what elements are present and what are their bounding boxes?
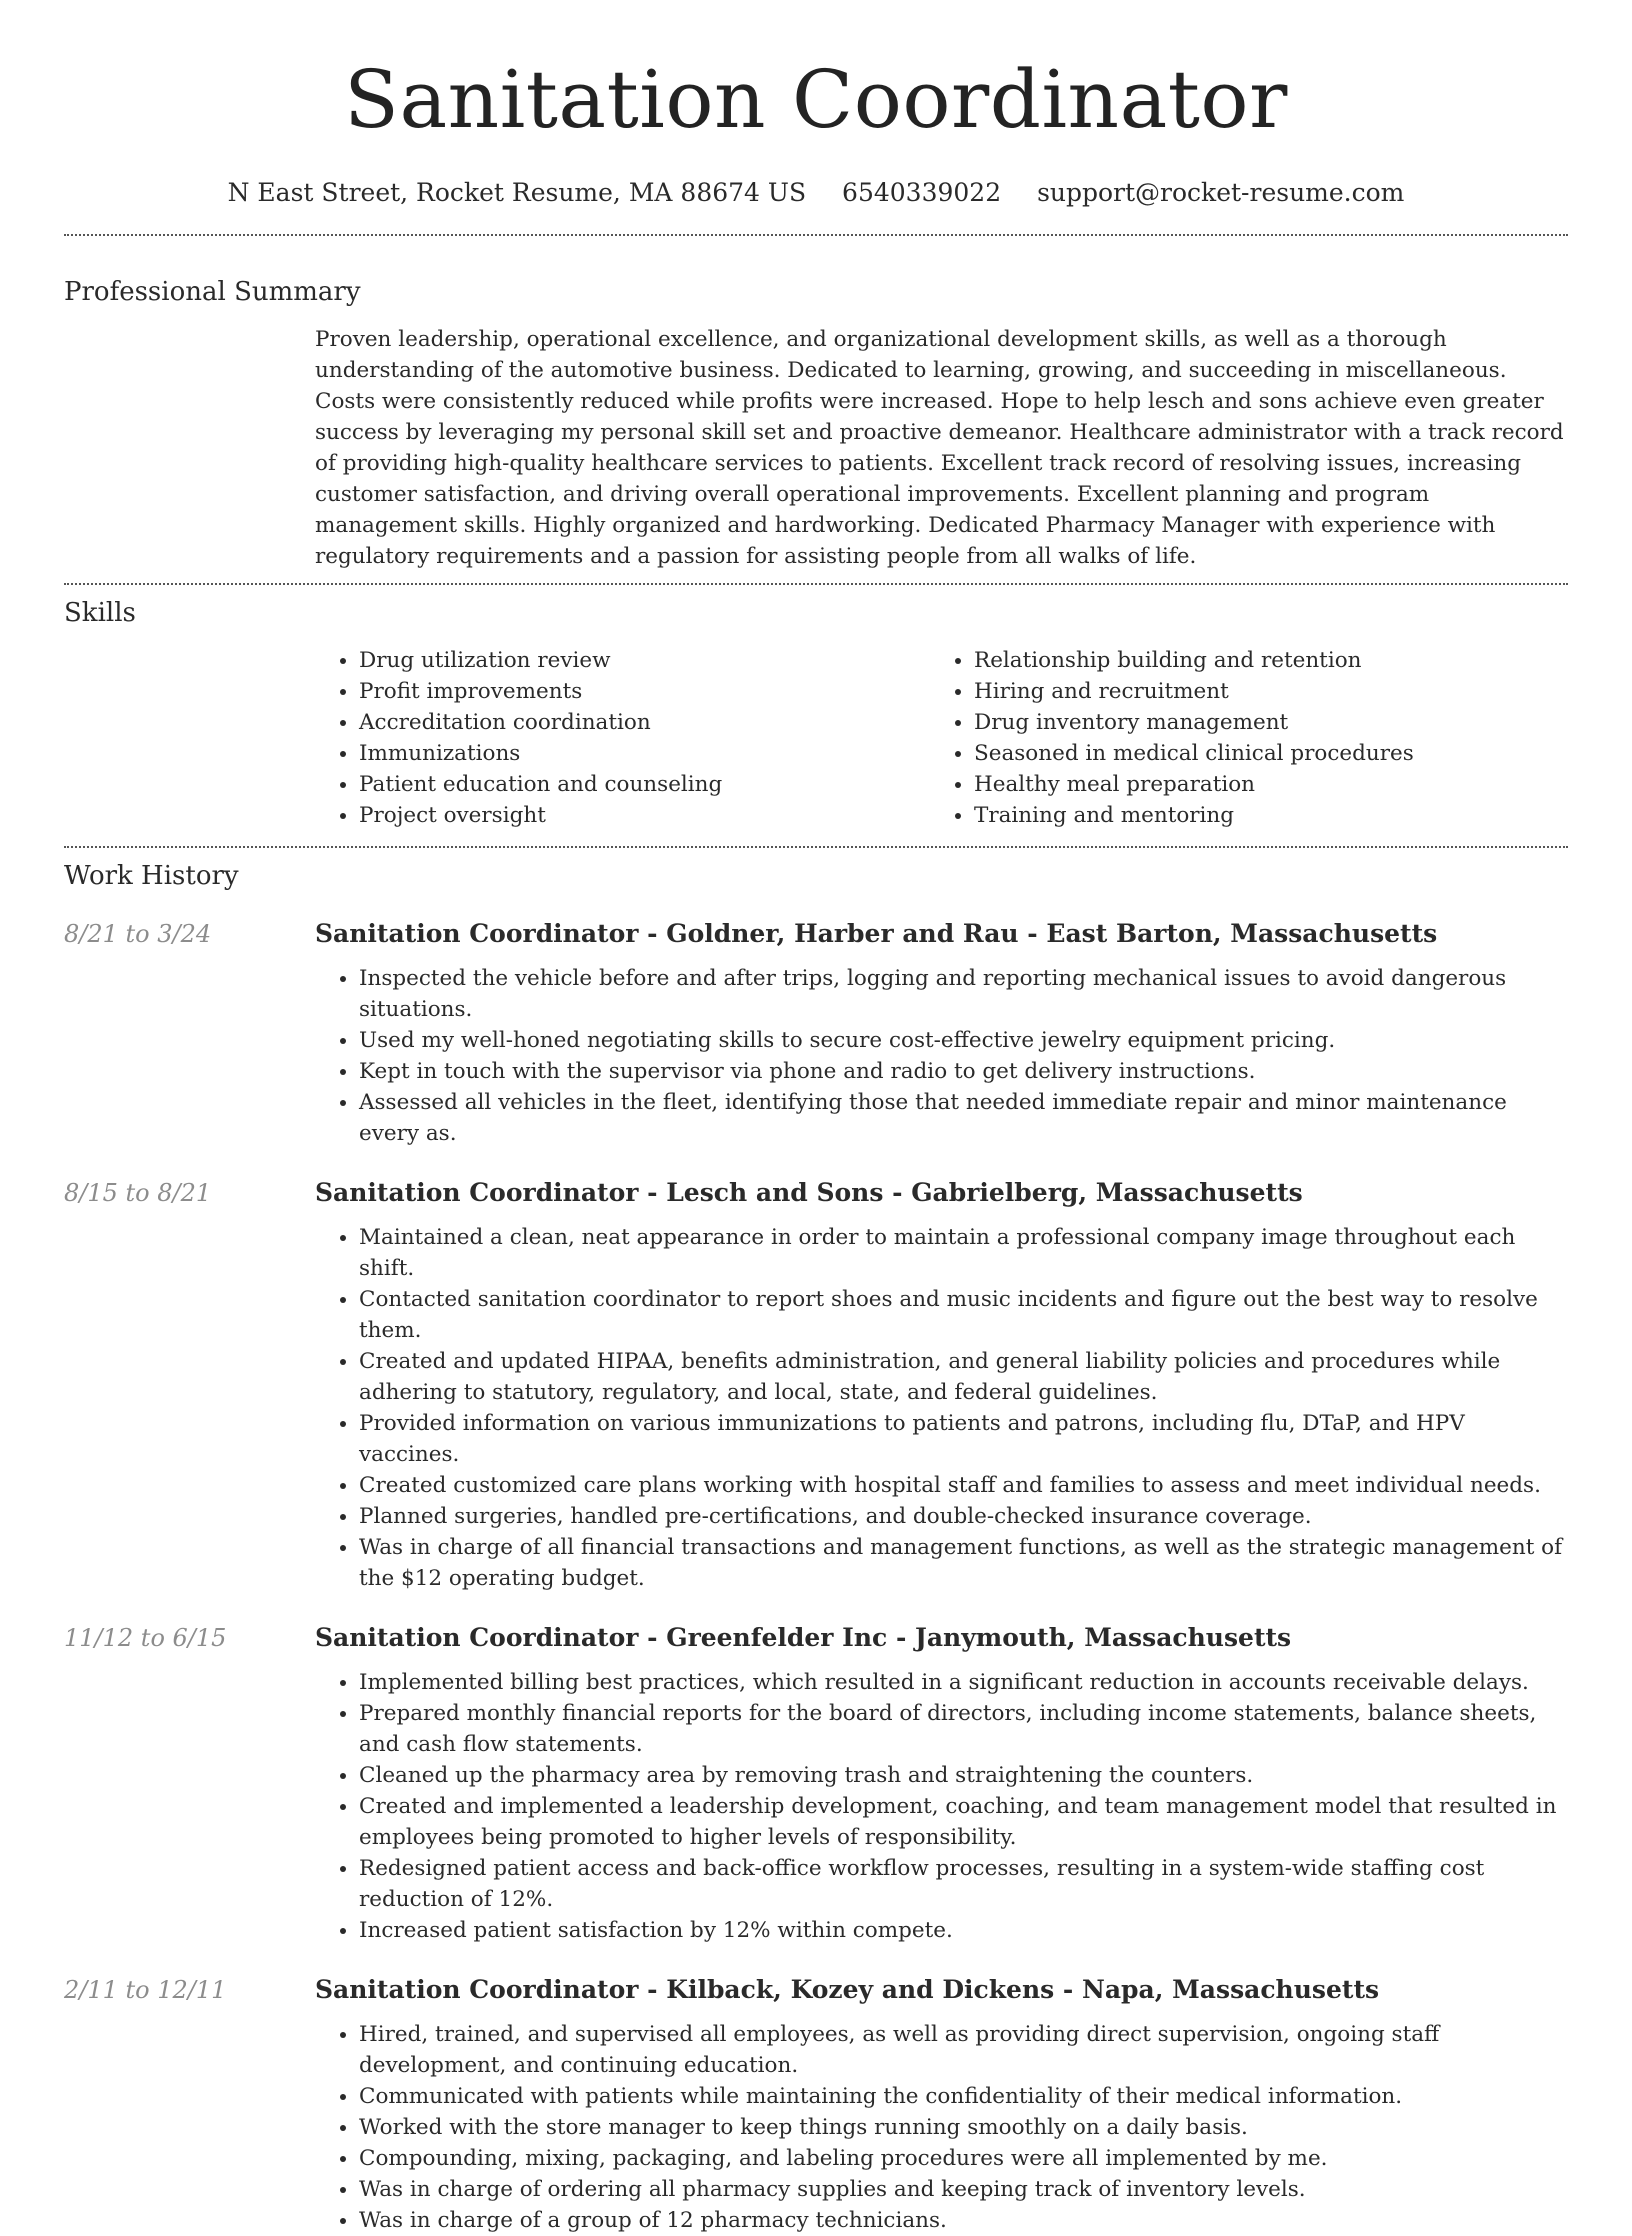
skill-item: • Project oversight xyxy=(359,800,930,831)
job-bullet: • Used my well-honed negotiating skills to secure cost-effective jewelry equipment pricing. xyxy=(359,1025,1568,1056)
job-bullet: • Implemented billing best practices, which resulted in a significant reduction in accounts receivable delays. xyxy=(359,1667,1568,1698)
job-bullet: • Increased patient satisfaction by 12% within compete. xyxy=(359,1915,1568,1946)
skill-item: • Relationship building and retention xyxy=(974,645,1545,676)
job-entry xyxy=(64,1176,1568,1594)
divider xyxy=(64,846,1568,848)
job-bullet: • Was in charge of all financial transactions and management functions, as well as the strategic management of the $12 operating budget. xyxy=(359,1532,1568,1594)
summary-section xyxy=(64,275,1568,572)
job-entry xyxy=(64,1621,1568,1946)
job-title: Sanitation Coordinator - Lesch and Sons - Gabrielberg, Massachusetts xyxy=(315,1178,1303,1207)
contact-phone: 6540339022 xyxy=(842,178,1002,207)
divider xyxy=(64,583,1568,585)
job-bullet: • Was in charge of a group of 12 pharmacy technicians. xyxy=(359,2205,1568,2236)
summary-text: Proven leadership, operational excellence, and organizational development skills, as well as a thorough understanding of the automotive business. Dedicated to learning, growing, and succeeding in miscellaneous. Costs were consistently reduced while profits were increased. Hope to help lesch and sons achieve even greater success by leveraging my personal skill set and proactive demeanor. Healthcare administrator with a track record of providing high-quality healthcare services to patients. Excellent track record of resolving issues, increasing customer satisfaction, and driving overall operational improvements. Excellent planning and program management skills. Highly organized and hardworking. Dedicated Pharmacy Manager with experience with regulatory requirements and a passion for assisting people from all walks of life. xyxy=(315,327,1564,569)
job-dates: 11/12 to 6/15 xyxy=(64,1624,227,1652)
job-title: Sanitation Coordinator - Kilback, Kozey and Dickens - Napa, Massachusetts xyxy=(315,1975,1380,2004)
skill-item: • Seasoned in medical clinical procedures xyxy=(974,738,1545,769)
skills-column-left xyxy=(315,645,930,831)
skills-section xyxy=(64,596,1568,831)
contact-email[interactable]: support@rocket-resume.com xyxy=(1037,178,1405,207)
job-bullet: • Created customized care plans working with hospital staff and families to assess and meet individual needs. xyxy=(359,1470,1568,1501)
job-bullet: • Communicated with patients while maintaining the confidentiality of their medical information. xyxy=(359,2081,1568,2112)
job-bullet: • Redesigned patient access and back-office workflow processes, resulting in a system-wide staffing cost reduction of 12%. xyxy=(359,1853,1568,1915)
job-bullet: • Created and updated HIPAA, benefits administration, and general liability policies and procedures while adhering to statutory, regulatory, and local, state, and federal guidelines. xyxy=(359,1346,1568,1408)
job-bullet: • Planned surgeries, handled pre-certifications, and double-checked insurance coverage. xyxy=(359,1501,1568,1532)
job-bullet: • Provided information on various immunizations to patients and patrons, including flu, DTaP, and HPV vaccines. xyxy=(359,1408,1568,1470)
skill-item: • Healthy meal preparation xyxy=(974,769,1545,800)
contact-address: N East Street, Rocket Resume, MA 88674 US xyxy=(227,178,807,207)
contact-line xyxy=(64,176,1568,210)
work-history-heading: Work History xyxy=(64,861,239,891)
job-bullet: • Assessed all vehicles in the fleet, identifying those that needed immediate repair and minor maintenance every as. xyxy=(359,1087,1568,1149)
skills-heading: Skills xyxy=(64,598,136,628)
skill-item: • Accreditation coordination xyxy=(359,707,930,738)
skill-item: • Drug inventory management xyxy=(974,707,1545,738)
skill-item: • Profit improvements xyxy=(359,676,930,707)
job-bullet: • Created and implemented a leadership development, coaching, and team management model that resulted in employees being promoted to higher levels of responsibility. xyxy=(359,1791,1568,1853)
skill-item: • Drug utilization review xyxy=(359,645,930,676)
job-bullet: • Maintained a clean, neat appearance in order to maintain a professional company image throughout each shift. xyxy=(359,1222,1568,1284)
summary-heading: Professional Summary xyxy=(64,277,361,307)
job-bullet: • Inspected the vehicle before and after trips, logging and reporting mechanical issues to avoid dangerous situations. xyxy=(359,963,1568,1025)
job-bullet: • Hired, trained, and supervised all employees, as well as providing direct supervision, ongoing staff development, and continuing education. xyxy=(359,2019,1568,2081)
skill-item: • Patient education and counseling xyxy=(359,769,930,800)
job-title: Sanitation Coordinator - Greenfelder Inc - Janymouth, Massachusetts xyxy=(315,1623,1292,1652)
job-dates: 8/21 to 3/24 xyxy=(64,920,212,948)
job-bullet: • Compounding, mixing, packaging, and labeling procedures were all implemented by me. xyxy=(359,2143,1568,2174)
job-bullet: • Worked with the store manager to keep things running smoothly on a daily basis. xyxy=(359,2112,1568,2143)
skill-item: • Training and mentoring xyxy=(974,800,1545,831)
work-history-section xyxy=(64,859,1568,2236)
job-bullet: • Was in charge of ordering all pharmacy supplies and keeping track of inventory levels. xyxy=(359,2174,1568,2205)
skill-item: • Hiring and recruitment xyxy=(974,676,1545,707)
job-entry xyxy=(64,1973,1568,2236)
resume-name: Sanitation Coordinator xyxy=(344,53,1288,146)
job-dates: 8/15 to 8/21 xyxy=(64,1179,212,1207)
job-bullet: • Prepared monthly financial reports for the board of directors, including income statements, balance sheets, and cash flow statements. xyxy=(359,1698,1568,1760)
skill-item: • Immunizations xyxy=(359,738,930,769)
job-entry xyxy=(64,917,1568,1149)
skills-column-right xyxy=(930,645,1545,831)
job-bullet: • Contacted sanitation coordinator to report shoes and music incidents and figure out the best way to resolve them. xyxy=(359,1284,1568,1346)
job-bullet: • Kept in touch with the supervisor via phone and radio to get delivery instructions. xyxy=(359,1056,1568,1087)
job-bullet: • Cleaned up the pharmacy area by removing trash and straightening the counters. xyxy=(359,1760,1568,1791)
divider xyxy=(64,234,1568,236)
job-dates: 2/11 to 12/11 xyxy=(64,1976,227,2004)
job-title: Sanitation Coordinator - Goldner, Harber and Rau - East Barton, Massachusetts xyxy=(315,919,1438,948)
